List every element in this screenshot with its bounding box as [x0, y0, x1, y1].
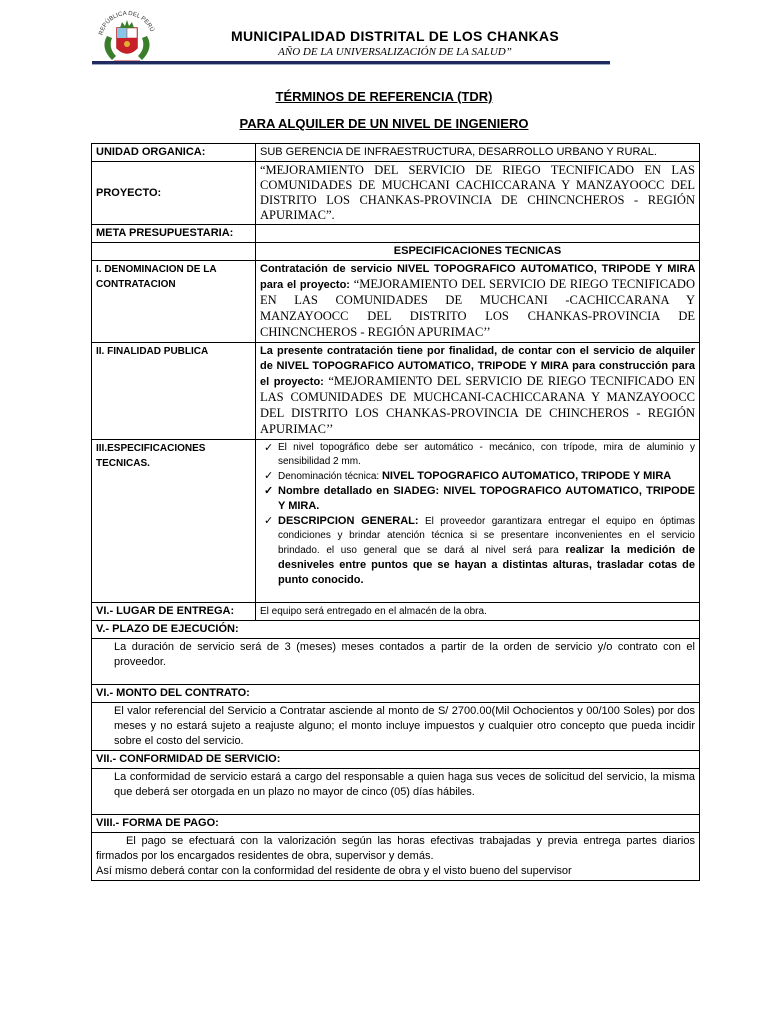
- spec-item: [260, 484, 695, 514]
- value-conformidad: La conformidad de servicio estará a cargo del responsable a quien haga sus veces de solicitud del servicio, la misma que deberá ser otorgada en un plazo no mayor de cinco (05) días hábiles.: [92, 769, 700, 815]
- value-finalidad: [256, 343, 700, 440]
- denominacion-intro: Contratación de servicio: [260, 263, 397, 275]
- row-conformidad-body: [92, 769, 700, 815]
- spec-item-text: Nombre detallado en SIADEG: NIVEL TOPOGRAFICO AUTOMATICO, TRIPODE Y MIRA.: [278, 485, 695, 512]
- spec-item-text: Denominación técnica:: [278, 471, 382, 482]
- row-unidad-organica: [92, 144, 700, 162]
- peru-coat-of-arms-seal: [92, 6, 162, 68]
- row-especificaciones: [92, 440, 700, 603]
- label-plazo: V.- PLAZO DE EJECUCIÓN:: [92, 621, 700, 639]
- checkmark-icon: ✓: [264, 515, 274, 527]
- spec-item-bold: DESCRIPCION GENERAL:: [278, 515, 419, 527]
- spec-checklist: [260, 441, 695, 588]
- denominacion-mid: para el proyecto:: [260, 279, 354, 291]
- pago-paragraph-2: Así mismo deberá contar con la conformidad del residente de obra y el visto bueno del supervisor: [96, 865, 572, 877]
- checkmark-icon: ✓: [264, 485, 274, 497]
- label-denominacion: I. DENOMINACION DE LA CONTRATACION: [92, 261, 256, 343]
- spec-item: [260, 441, 695, 469]
- value-plazo: La duración de servicio será de 3 (meses) meses contados a partir de la orden de servicio y/o contrato con el proveedor.: [92, 639, 700, 685]
- row-especificaciones-header: [92, 243, 700, 261]
- row-pago-body: [92, 833, 700, 881]
- pago-paragraph-1: El pago se efectuará con la valorización según las horas efectivas trabajadas y previa entrega partes diarios firmados por los encargados residentes de obra, supervisor y demás.: [96, 835, 695, 862]
- row-plazo-body: [92, 639, 700, 685]
- finalidad-project: “MEJORAMIENTO DEL SERVICIO DE RIEGO TECNIFICADO EN LAS COMUNIDADES DE MUCHCANI-CACHICCARANA Y MANZAYOOCC DEL DISTRITO LOS CHANKAS-PROVINCIA DE CHINCHEROS - REGIÓN APURIMAC’’: [260, 374, 695, 436]
- denominacion-equipment: NIVEL TOPOGRAFICO AUTOMATICO, TRIPODE Y MIRA: [396, 263, 695, 275]
- especificaciones-heading: ESPECIFICACIONES TECNICAS: [256, 243, 700, 261]
- finalidad-intro: La presente contratación tiene por finalidad, de contar con el servicio de alquiler de: [260, 345, 695, 372]
- row-denominacion: [92, 261, 700, 343]
- value-proyecto: “MEJORAMIENTO DEL SERVICIO DE RIEGO TECNIFICADO EN LAS COMUNIDADES DE MUCHCANI CACHICCARANA Y MANZAYOOCC DEL DISTRITO LOS CHANKAS-PROVINCIA DE CHINCNCHEROS - REGIÓN APURIMAC”.: [256, 162, 700, 225]
- document-title: TÉRMINOS DE REFERENCIA (TDR): [275, 89, 493, 104]
- label-meta-presupuestaria: META PRESUPUESTARIA:: [92, 225, 256, 243]
- label-lugar-entrega: VI.- LUGAR DE ENTREGA:: [92, 603, 256, 621]
- value-unidad-organica: SUB GERENCIA DE INFRAESTRUCTURA, DESARROLLO URBANO Y RURAL.: [256, 144, 700, 162]
- row-pago-heading: [92, 815, 700, 833]
- label-conformidad: VII.- CONFORMIDAD DE SERVICIO:: [92, 751, 700, 769]
- header-divider-light: [92, 64, 610, 65]
- row-lugar-entrega: [92, 603, 700, 621]
- label-monto: VI.- MONTO DEL CONTRATO:: [92, 685, 700, 703]
- denominacion-project: “MEJORAMIENTO DEL SERVICIO DE RIEGO TECNIFICADO EN LAS COMUNIDADES DE MUCHCANI -CACHICCARANA Y MANZAYOOCC DEL DISTRITO LOS CHANKAS-PROVINCIA DE CHINCNCHEROS - REGIÓN APURIMAC’’: [260, 277, 695, 339]
- value-meta-presupuestaria: [256, 225, 700, 243]
- terms-table: [91, 143, 700, 881]
- value-monto: El valor referencial del Servicio a Contratar asciende al monto de S/ 2700.00(Mil Ochocientos y 00/100 Soles) por dos meses y no estará sujeto a reajuste alguno; el monto incluye impuestos y cualquier otro concepto que pueda incidir sobre el costo del servicio.: [92, 703, 700, 751]
- row-monto-body: [92, 703, 700, 751]
- svg-text:REPÚBLICA DEL PERÚ: REPÚBLICA DEL PERÚ: [98, 10, 155, 36]
- value-lugar-entrega: El equipo será entregado en el almacén de la obra.: [256, 603, 700, 621]
- checkmark-icon: ✓: [264, 442, 274, 454]
- finalidad-equipment: NIVEL TOPOGRAFICO AUTOMATICO, TRIPODE Y MIRA: [276, 360, 569, 372]
- row-meta-presupuestaria: [92, 225, 700, 243]
- label-unidad-organica: UNIDAD ORGANICA:: [92, 144, 256, 162]
- finalidad-mid: para construcción para el proyecto:: [260, 360, 695, 388]
- row-finalidad: [92, 343, 700, 440]
- label-especificaciones: III.ESPECIFICACIONES TECNICAS.: [92, 440, 256, 603]
- empty-cell: [92, 243, 256, 261]
- value-pago: [92, 833, 700, 881]
- checkmark-icon: ✓: [264, 470, 274, 482]
- value-especificaciones: [256, 440, 700, 603]
- spec-item-text: El nivel topográfico debe ser automático - mecánico, con trípode, mira de aluminio y sensibilidad 2 mm.: [278, 442, 695, 467]
- spec-item-text: El proveedor garantizara entregar el equipo en óptimas condiciones y brindar atención técnica si se presentare inconvenientes en el servicio brindado. el uso general que se dará al nivel será para: [278, 516, 696, 556]
- document-subtitle: PARA ALQUILER DE UN NIVEL DE INGENIERO: [239, 116, 529, 131]
- spec-item: [260, 469, 695, 484]
- label-pago: VIII.- FORMA DE PAGO:: [92, 815, 700, 833]
- label-finalidad: II. FINALIDAD PUBLICA: [92, 343, 256, 440]
- row-plazo-heading: [92, 621, 700, 639]
- row-monto-heading: [92, 685, 700, 703]
- row-proyecto: [92, 162, 700, 225]
- spec-item-bold: NIVEL TOPOGRAFICO AUTOMATICO, TRIPODE Y MIRA: [381, 470, 672, 482]
- year-motto: AÑO DE LA UNIVERSALIZACIÓN DE LA SALUD”: [278, 46, 512, 58]
- spec-item: [260, 514, 695, 588]
- spec-item-bold: realizar la medición de desniveles entre puntos que se hayan a distintas alturas, trasladar cotas de punto conocido.: [278, 544, 695, 586]
- value-denominacion: [256, 261, 700, 343]
- row-conformidad-heading: [92, 751, 700, 769]
- municipality-name: MUNICIPALIDAD DISTRITAL DE LOS CHANKAS: [231, 28, 559, 44]
- label-proyecto: PROYECTO:: [92, 162, 256, 225]
